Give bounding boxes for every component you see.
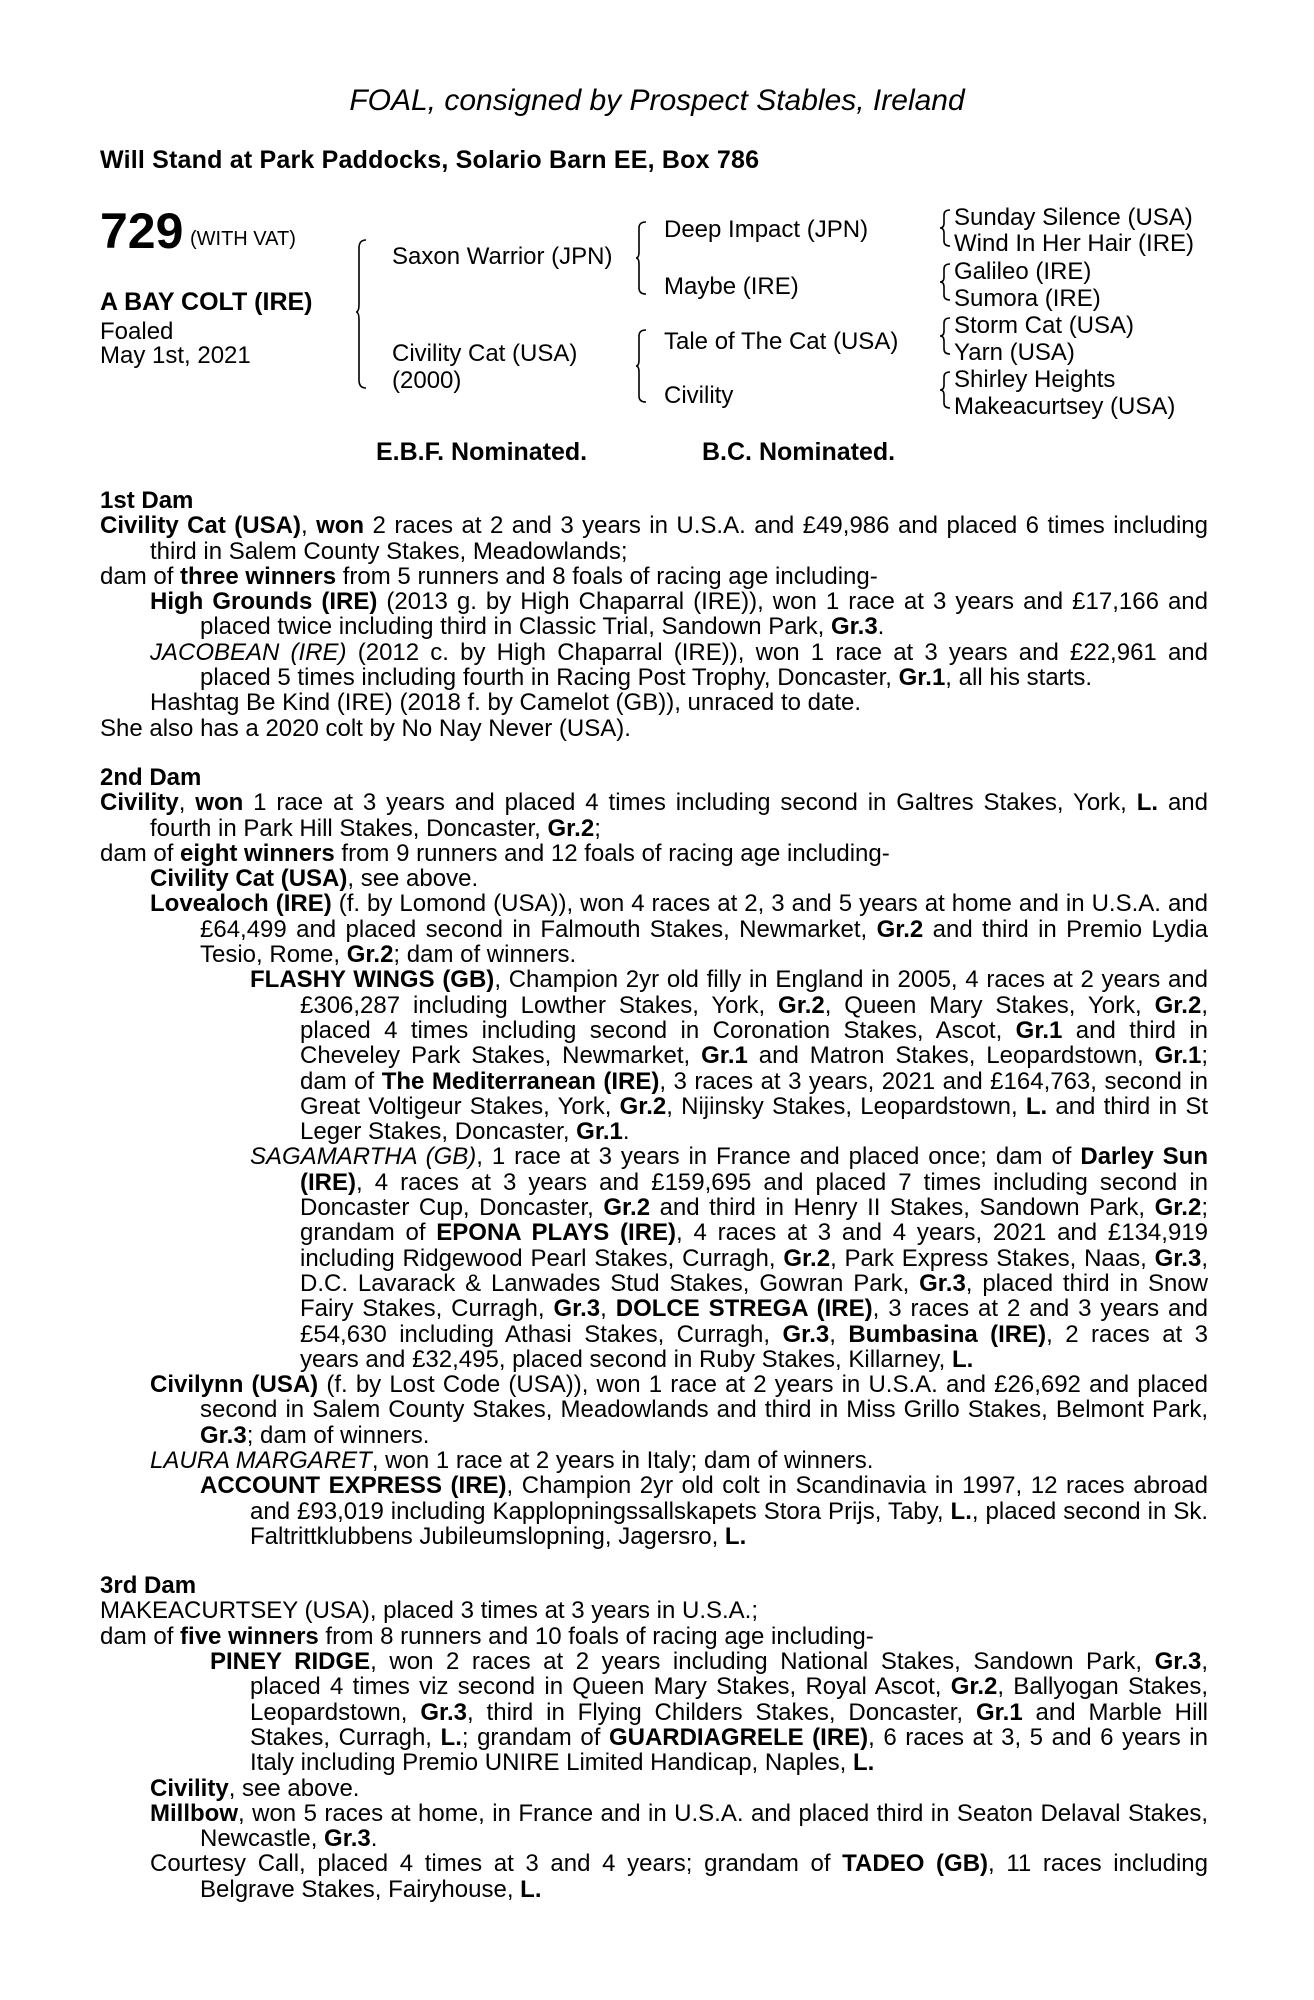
produce-entry: PINEY RIDGE, won 2 races at 2 years including National Stakes, Sandown Park, Gr.3, placed 4 times viz second in Queen Mary Stakes, Royal Ascot, Gr.2, Ballyogan Stakes, Leopardstown, Gr.3, third in Flying Childers Stakes, Doncaster, Gr.1 and Marble Hill Stakes, Curragh, L.; grandam of GUARDIAGRELE (IRE), 6 races at 3, 5 and 6 years in Italy including Premio UNIRE Limited Handicap, Naples, L. (210, 1648, 1209, 1777)
pedigree-bracket-g1 (940, 210, 952, 250)
sire-dam-name: Maybe (IRE) (664, 273, 799, 300)
horse-description: A BAY COLT (IRE) (100, 288, 313, 316)
foaled-date: May 1st, 2021 (100, 342, 251, 369)
stabling-location: Will Stand at Park Paddocks, Solario Barn EE, Box 786 (100, 146, 760, 174)
grandparent-2: Wind In Her Hair (IRE) (954, 230, 1195, 257)
lot-number: 729 (100, 203, 184, 259)
vat-note: (WITH VAT) (190, 228, 296, 250)
catalogue-title: FOAL, consigned by Prospect Stables, Ireland (349, 84, 965, 117)
produce-entry: ACCOUNT EXPRESS (IRE), Champion 2yr old colt in Scandinavia in 1997, 12 races abroad and £93,019 including Kapplopningssallskapets Stora Prijs, Taby, L., placed second in Sk. Faltrittklubbens Jubileumslopning, Jagersro, L. (200, 1472, 1209, 1550)
first-dam-heading: 1st Dam (100, 487, 194, 514)
produce-entry: Hashtag Be Kind (IRE) (2018 f. by Camelot (GB)), unraced to date. (150, 689, 861, 717)
sire-name: Saxon Warrior (JPN) (392, 243, 613, 270)
second-dam-record: Civility, won 1 race at 3 years and placed 4 times including second in Galtres Stakes, York, L. and fourth in Park Hill Stakes, Doncaster, Gr.2; (100, 789, 1209, 842)
produce-entry: Millbow, won 5 races at home, in France and in U.S.A. and placed third in Seaton Delaval Stakes, Newcastle, Gr.3. (150, 1799, 1208, 1853)
produce-entry: LAURA MARGARET, won 1 race at 2 years in Italy; dam of winners. (150, 1446, 874, 1474)
produce-entry: High Grounds (IRE) (2013 g. by High Chaparral (IRE)), won 1 race at 3 years and £17,166 and placed twice including third in Classic Trial, Sandown Park, Gr.3. (150, 588, 1208, 641)
dam-sire-name: Tale of The Cat (USA) (664, 328, 899, 355)
pedigree-notes (100, 488, 1208, 1902)
bc-nomination: B.C. Nominated. (702, 438, 896, 466)
dam-dam-name: Civility (664, 382, 734, 409)
grandparent-8: Makeacurtsey (USA) (954, 393, 1176, 420)
produce-entry: FLASHY WINGS (GB), Champion 2yr old filly in England in 2005, 4 races at 2 years and £306,287 including Lowther Stakes, York, Gr.2, Queen Mary Stakes, York, Gr.2, placed 4 times including second in Coronation Stakes, Ascot, Gr.1 and third in Cheveley Park Stakes, Newmarket, Gr.1 and Matron Stakes, Leopardstown, Gr.1; dam of The Mediterranean (IRE), 3 races at 3 years, 2021 and £164,763, second in Great Voltigeur Stakes, York, Gr.2, Nijinsky Stakes, Leopardstown, L. and third in St Leger Stakes, Doncaster, Gr.1. (250, 966, 1209, 1146)
dam-year: (2000) (392, 367, 462, 394)
pedigree-bracket-g2 (940, 264, 952, 304)
foaled-label: Foaled (100, 318, 174, 345)
sire-sire-name: Deep Impact (JPN) (664, 216, 869, 243)
produce-entry: Civility, see above. (150, 1774, 360, 1802)
pedigree-bracket-g3 (940, 318, 952, 358)
produce-entry: Civility Cat (USA), see above. (150, 865, 479, 893)
second-dam-heading: 2nd Dam (100, 763, 202, 791)
grandparent-1: Sunday Silence (USA) (954, 204, 1193, 231)
third-dam-heading: 3rd Dam (100, 1572, 197, 1600)
pedigree-bracket-g4 (940, 372, 952, 412)
third-dam-record: MAKEACURTSEY (USA), placed 3 times at 3 years in U.S.A.; (100, 1597, 759, 1625)
grandparent-7: Shirley Heights (954, 366, 1116, 393)
produce-entry: SAGAMARTHA (GB), 1 race at 3 years in France and placed once; dam of Darley Sun (IRE), 4 races at 3 years and £159,695 and placed 7 times including second in Doncaster Cup, Doncaster, Gr.2 and third in Henry II Stakes, Sandown Park, Gr.2; grandam of EPONA PLAYS (IRE), 4 races at 3 and 4 years, 2021 and £134,919 including Ridgewood Pearl Stakes, Curragh, Gr.2, Park Express Stakes, Naas, Gr.3, D.C. Lavarack & Lanwades Stud Stakes, Gowran Park, Gr.3, placed third in Snow Fairy Stakes, Curragh, Gr.3, DOLCE STREGA (IRE), 3 races at 2 and 3 years and £54,630 including Athasi Stakes, Curragh, Gr.3, Bumbasina (IRE), 2 races at 3 years and £32,495, placed second in Ruby Stakes, Killarney, L. (250, 1143, 1209, 1373)
pedigree-bracket-dam (636, 330, 648, 410)
first-dam-produce-summary: dam of three winners from 5 runners and 8 foals of racing age including- (100, 562, 878, 590)
produce-entry: Lovealoch (IRE) (f. by Lomond (USA)), won 4 races at 2, 3 and 5 years at home and in U.S.A. and £64,499 and placed second in Falmouth Stakes, Newmarket, Gr.2 and third in Premio Lydia Tesio, Rome, Gr.2; dam of winners. (150, 890, 1208, 969)
pedigree-bracket-sire (636, 222, 648, 302)
second-dam-produce-summary: dam of eight winners from 9 runners and 12 foals of racing age including- (100, 839, 890, 867)
ebf-nomination: E.B.F. Nominated. (376, 438, 588, 466)
produce-note: She also has a 2020 colt by No Nay Never (USA). (100, 714, 631, 742)
grandparent-3: Galileo (IRE) (954, 258, 1092, 285)
third-dam-produce-summary: dam of five winners from 8 runners and 10 foals of racing age including- (100, 1622, 874, 1650)
pedigree-bracket-main (356, 240, 368, 390)
produce-entry: Civilynn (USA) (f. by Lost Code (USA)), won 1 race at 2 years in U.S.A. and £26,692 and placed second in Salem County Stakes, Meadowlands and third in Miss Grillo Stakes, Belmont Park, Gr.3; dam of winners. (150, 1371, 1208, 1449)
produce-entry: Courtesy Call, placed 4 times at 3 and 4 years; grandam of TADEO (GB), 11 races including Belgrave Stakes, Fairyhouse, L. (150, 1850, 1208, 1903)
first-dam-record: Civility Cat (USA), won 2 races at 2 and 3 years in U.S.A. and £49,986 and placed 6 times including third in Salem County Stakes, Meadowlands; (100, 512, 1208, 565)
grandparent-6: Yarn (USA) (954, 339, 1075, 366)
dam-name: Civility Cat (USA) (392, 340, 578, 367)
grandparent-5: Storm Cat (USA) (954, 312, 1135, 339)
produce-entry: JACOBEAN (IRE) (2012 c. by High Chaparral (IRE)), won 1 race at 3 years and £22,961 and placed 5 times including fourth in Racing Post Trophy, Doncaster, Gr.1, all his starts. (150, 638, 1208, 692)
grandparent-4: Sumora (IRE) (954, 285, 1101, 312)
